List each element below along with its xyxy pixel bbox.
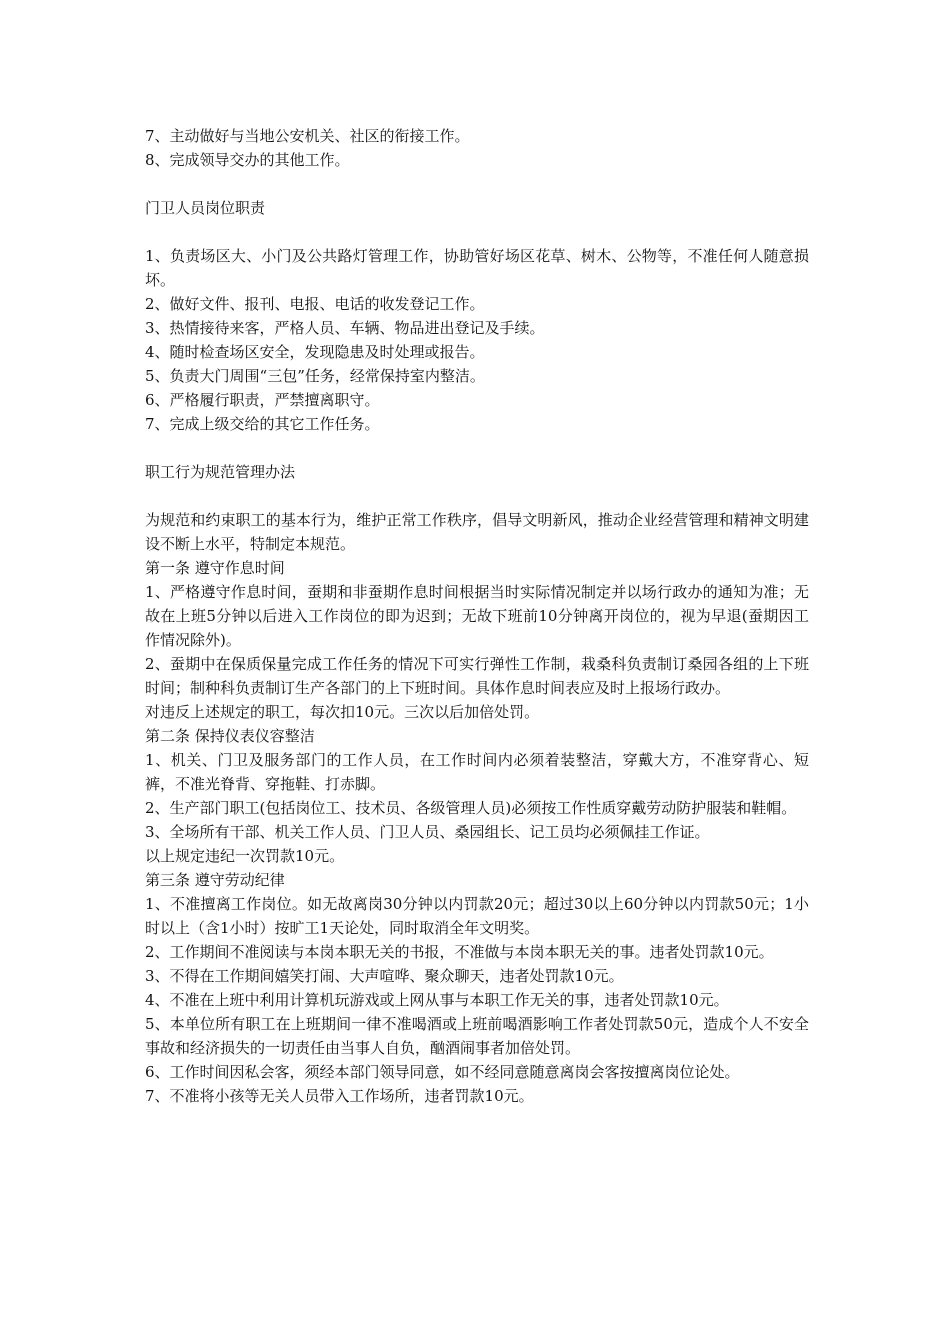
list-item: 7、完成上级交给的其它工作任务。 [145,415,380,433]
article-heading: 第三条 遵守劳动纪律 [145,871,285,889]
paragraph: 5、本单位所有职工在上班期间一律不准喝酒或上班前喝酒影响工作者处罚款50元，造成个人不安全事故和经济损失的一切责任由当事人自负，酗酒闹事者加倍处罚。 [145,1015,809,1057]
paragraph: 2、工作期间不准阅读与本岗本职无关的书报，不准做与本岗本职无关的事。违者处罚款10元。 [145,943,774,961]
paragraph: 3、全场所有干部、机关工作人员、门卫人员、桑园组长、记工员均必须佩挂工作证。 [145,823,710,841]
section-title-gatekeeper: 门卫人员岗位职责 [145,199,266,217]
paragraph: 1、严格遵守作息时间，蚕期和非蚕期作息时间根据当时实际情况制定并以场行政办的通知为准；无故在上班5分钟以后进入工作岗位的即为迟到；无故下班前10分钟离开岗位的，视为早退(蚕期因工作情况除外)。 [145,583,809,649]
paragraph: 7、主动做好与当地公安机关、社区的衔接工作。 [145,127,470,145]
paragraph: 4、不准在上班中利用计算机玩游戏或上网从事与本职工作无关的事，违者处罚款10元。 [145,991,729,1009]
list-item: 2、做好文件、报刊、电报、电话的收发登记工作。 [145,295,485,313]
paragraph: 对违反上述规定的职工，每次扣10元。三次以后加倍处罚。 [145,703,540,721]
paragraph: 7、不准将小孩等无关人员带入工作场所，违者罚款10元。 [145,1087,534,1105]
document-page [145,124,809,1108]
list-item: 6、严格履行职责，严禁擅离职守。 [145,391,380,409]
list-item: 4、随时检查场区安全，发现隐患及时处理或报告。 [145,343,485,361]
blank-line [145,220,809,244]
list-item: 3、热情接待来客，严格人员、车辆、物品进出登记及手续。 [145,319,545,337]
blank-line [145,484,809,508]
list-item: 5、负责大门周围“三包”任务，经常保持室内整洁。 [145,367,485,385]
paragraph: 1、机关、门卫及服务部门的工作人员，在工作时间内必须着装整洁，穿戴大方，不准穿背心、短裤，不准光脊背、穿拖鞋、打赤脚。 [145,751,809,793]
paragraph: 6、工作时间因私会客，须经本部门领导同意，如不经同意随意离岗会客按擅离岗位论处。 [145,1063,740,1081]
article-heading: 第一条 遵守作息时间 [145,559,285,577]
paragraph: 以上规定违纪一次罚款10元。 [145,847,345,865]
article-heading: 第二条 保持仪表仪容整洁 [145,727,315,745]
paragraph: 2、蚕期中在保质保量完成工作任务的情况下可实行弹性工作制，栽桑科负责制订桑园各组的上下班时间；制种科负责制订生产各部门的上下班时间。具体作息时间表应及时上报场行政办。 [145,655,809,697]
paragraph: 2、生产部门职工(包括岗位工、技术员、各级管理人员)必须按工作性质穿戴劳动防护服装和鞋帽。 [145,799,797,817]
paragraph: 1、不准擅离工作岗位。如无故离岗30分钟以内罚款20元；超过30以上60分钟以内罚款50元；1小时以上（含1小时）按旷工1天论处，同时取消全年文明奖。 [145,895,809,937]
paragraph: 8、完成领导交办的其他工作。 [145,151,350,169]
blank-line [145,436,809,460]
section-title-conduct: 职工行为规范管理办法 [145,463,296,481]
list-item: 1、负责场区大、小门及公共路灯管理工作，协助管好场区花草、树木、公物等，不准任何人随意损坏。 [145,247,809,289]
paragraph: 3、不得在工作期间嬉笑打闹、大声喧哗、聚众聊天，违者处罚款10元。 [145,967,624,985]
intro-paragraph: 为规范和约束职工的基本行为，维护正常工作秩序，倡导文明新风，推动企业经营管理和精神文明建设不断上水平，特制定本规范。 [145,511,809,553]
blank-line [145,172,809,196]
